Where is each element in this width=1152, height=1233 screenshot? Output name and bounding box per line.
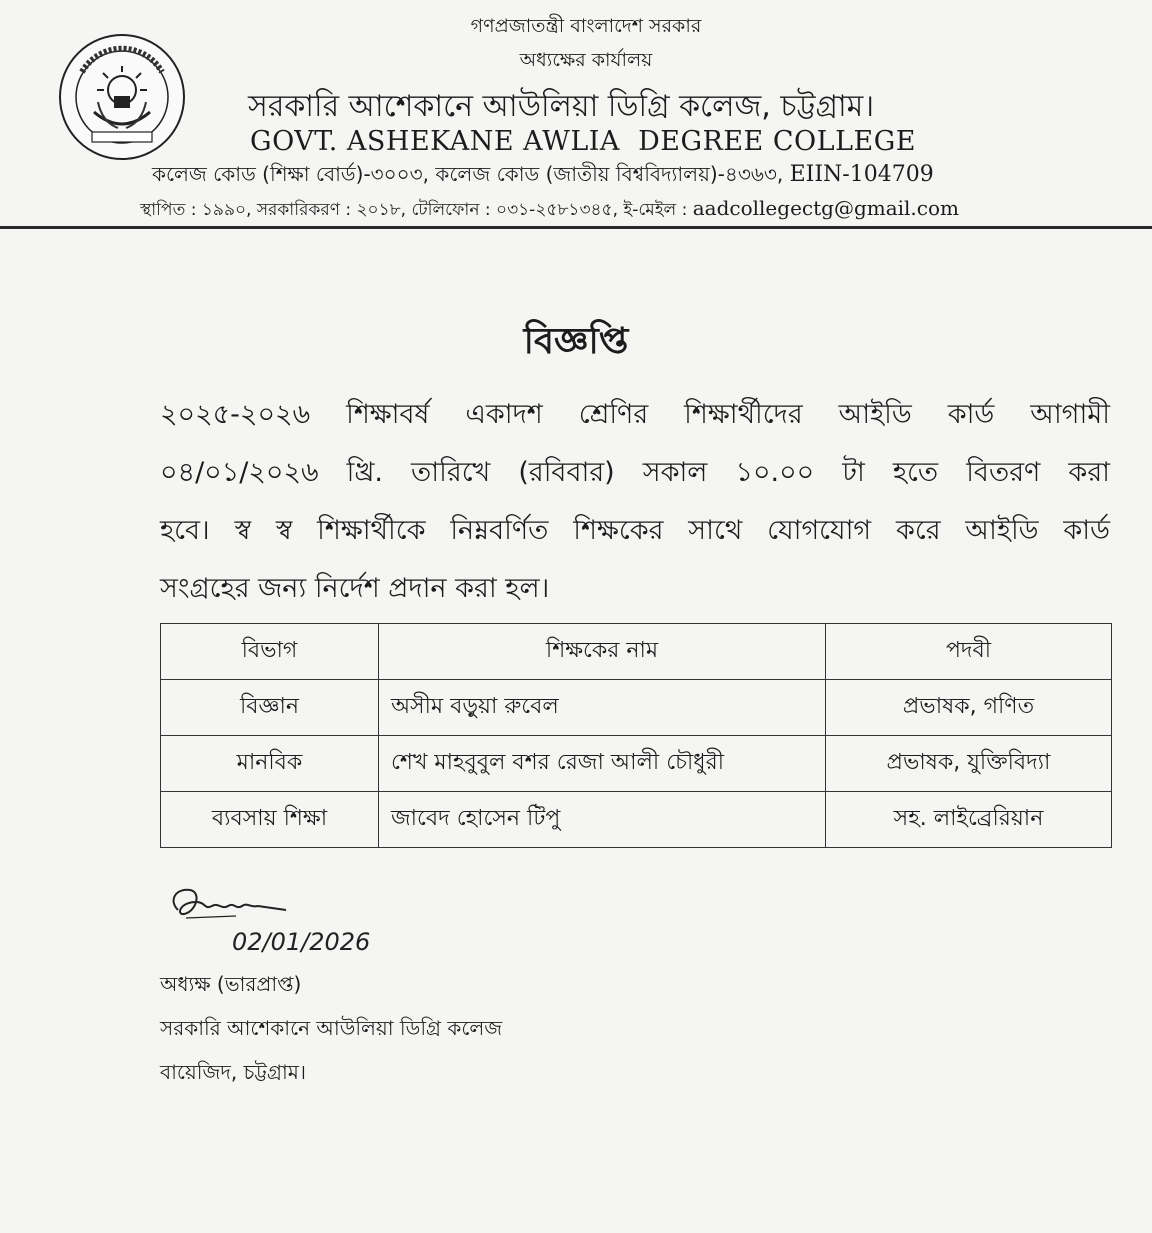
department-cell: ব্যবসায় শিক্ষা: [161, 792, 379, 848]
designation-cell: প্রভাষক, গণিত: [826, 680, 1112, 736]
handwritten-date-text: 02/01/2026: [232, 928, 371, 956]
teacher-table: [160, 623, 1112, 848]
eiin-code: EIIN-104709: [789, 162, 934, 187]
established-text: স্থাপিত : ১৯৯০, সরকারিকরণ : ২০১৮, টেলিফোন : ০৩১-২৫৮১৩৪৫, ই-মেইল :: [140, 200, 693, 220]
notice-line-2: ০৪/০১/২০২৬ খ্রি. তারিখে (রবিবার) সকাল ১০.০০ টা হতে বিতরণ করা: [160, 457, 1110, 488]
government-name: গণপ্রজাতন্ত্রী বাংলাদেশ সরকার: [470, 15, 702, 37]
signatory-designation: অধ্যক্ষ (ভারপ্রাপ্ত): [160, 972, 302, 996]
designation-cell: সহ. লাইব্রেরিয়ান: [826, 792, 1112, 848]
teacher-name-cell: শেখ মাহবুবুল বশর রেজা আলী চৌধুরী: [379, 736, 826, 792]
codes-text: কলেজ কোড (শিক্ষা বোর্ড)-৩০০৩, কলেজ কোড (জাতীয় বিশ্ববিদ্যালয়)-৪৩৬৩,: [152, 162, 790, 186]
notice-line-3: হবে। স্ব স্ব শিক্ষার্থীকে নিম্নবর্ণিত শিক্ষকের সাথে যোগযোগ করে আইডি কার্ড: [160, 515, 1110, 546]
header-teacher-name: শিক্ষকের নাম: [379, 624, 826, 680]
college-codes: [152, 160, 934, 193]
header-designation: পদবী: [826, 624, 1112, 680]
teacher-name-cell: অসীম বড়ুয়া রুবেল: [379, 680, 826, 736]
signatory-address: বায়েজিদ, চট্টগ্রাম।: [160, 1060, 307, 1084]
notice-title: বিজ্ঞপ্তি: [523, 321, 629, 362]
teacher-name-cell: জাবেদ হোসেন টিপু: [379, 792, 826, 848]
department-cell: মানবিক: [161, 736, 379, 792]
handwritten-date: [228, 920, 418, 960]
header-divider: [0, 226, 1152, 229]
table-row: [161, 792, 1112, 848]
notice-line-4: সংগ্রহের জন্য নির্দেশ প্রদান করা হল।: [160, 573, 550, 604]
notice-line-1: ২০২৫-২০২৬ শিক্ষাবর্ষ একাদশ শ্রেণির শিক্ষার্থীদের আইডি কার্ড আগামী: [160, 399, 1110, 430]
department-cell: বিজ্ঞান: [161, 680, 379, 736]
college-name-english: GOVT. ASHEKANE AWLIA DEGREE COLLEGE: [250, 126, 916, 157]
established-info: [140, 196, 959, 225]
designation-cell: প্রভাষক, যুক্তিবিদ্যা: [826, 736, 1112, 792]
signatory-college: সরকারি আশেকানে আউলিয়া ডিগ্রি কলেজ: [160, 1016, 503, 1040]
table-row: [161, 736, 1112, 792]
college-email: aadcollegectg@gmail.com: [692, 196, 959, 220]
letterhead: [0, 0, 1152, 232]
header-department: বিভাগ: [161, 624, 379, 680]
office-name: অধ্যক্ষের কার্যালয়: [519, 49, 653, 71]
table-row: [161, 680, 1112, 736]
college-name-bangla: সরকারি আশেকানে আউলিয়া ডিগ্রি কলেজ, চট্টগ্রাম।: [248, 89, 875, 124]
table-header-row: [161, 624, 1112, 680]
